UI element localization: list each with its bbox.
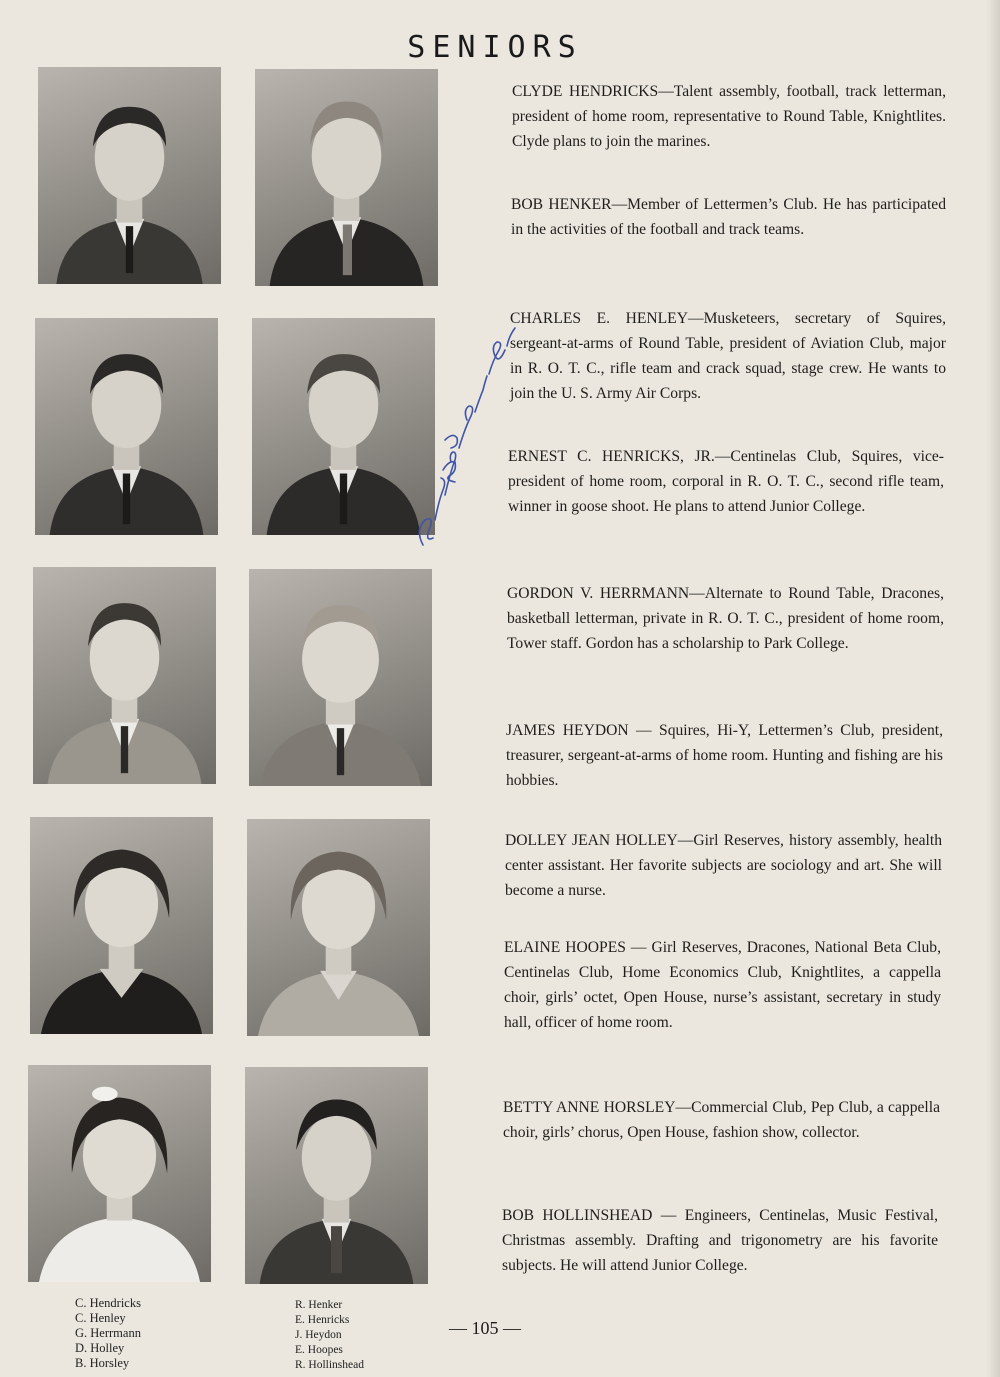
portrait-photo — [247, 819, 430, 1036]
portrait-photo — [33, 567, 216, 784]
page-edge-shadow — [986, 0, 1000, 1377]
bio-paragraph: GORDON V. HERRMANN—Alternate to Round Table, Dracones, basketball letterman, private in R. O. T. C., president of home room, Tower staff. Gordon has a scholarship to Park College. — [507, 585, 944, 652]
bio-paragraph: CHARLES E. HENLEY—Musketeers, secretary of Squires, sergeant-at-arms of Round Table, president of Aviation Club, major in R. O. T. C., rifle team and crack squad, stage crew. He wants to join the U. S. Army Air Corps. — [510, 310, 946, 402]
caption-name: G. Herrmann — [75, 1326, 141, 1340]
caption-name: R. Hollinshead — [295, 1359, 364, 1371]
page-number: — 105 — — [449, 1318, 521, 1338]
portrait-photo — [245, 1067, 428, 1284]
bio-paragraph: BOB HOLLINSHEAD — Engineers, Centinelas, Music Festival, Christmas assembly. Drafting and trigonometry are his favorite subjects. He will attend Junior College. — [502, 1207, 938, 1274]
caption-name: E. Hoopes — [295, 1344, 343, 1356]
caption-names-left — [75, 1296, 141, 1371]
caption-name: J. Heydon — [295, 1329, 342, 1341]
caption-name: B. Horsley — [75, 1356, 130, 1370]
caption-name: E. Henricks — [295, 1314, 350, 1326]
portrait-photo — [35, 318, 218, 535]
portrait-photo — [249, 569, 432, 786]
caption-name: D. Holley — [75, 1341, 125, 1355]
bio-paragraph: JAMES HEYDON — Squires, Hi-Y, Lettermen’s Club, president, treasurer, sergeant-at-arms of home room. Hunting and fishing are his hobbies. — [506, 722, 943, 789]
portrait-photo — [28, 1065, 211, 1282]
caption-names-right — [295, 1298, 364, 1373]
bio-paragraph: CLYDE HENDRICKS—Talent assembly, football, track letterman, president of home room, representative to Round Table, Knightlites. Clyde plans to join the marines. — [512, 83, 946, 150]
page-title: SENIORS — [407, 30, 583, 65]
caption-name: R. Henker — [295, 1299, 343, 1311]
caption-name: C. Henley — [75, 1311, 126, 1325]
bio-paragraph: BOB HENKER—Member of Lettermen’s Club. He has participated in the activities of the football and track teams. — [511, 196, 946, 238]
bio-paragraph: ELAINE HOOPES — Girl Reserves, Dracones, National Beta Club, Centinelas Club, Home Economics Club, Knightlites, a cappella choir, girls’ octet, Open House, nurse’s assistant, secretary in study hall, officer of home room. — [504, 939, 941, 1031]
bio-paragraph: DOLLEY JEAN HOLLEY—Girl Reserves, history assembly, health center assistant. Her favorite subjects are sociology and art. She will become a nurse. — [505, 832, 942, 899]
bio-paragraph: ERNEST C. HENRICKS, JR.—Centinelas Club, Squires, vice-president of home room, corporal in R. O. T. C., second rifle team, winner in goose shoot. He plans to attend Junior College. — [508, 448, 944, 515]
portrait-photo — [30, 817, 213, 1034]
caption-name: C. Hendricks — [75, 1296, 141, 1310]
portrait-photo — [38, 67, 221, 284]
portrait-photo — [255, 69, 438, 286]
bio-paragraph: BETTY ANNE HORSLEY—Commercial Club, Pep Club, a cappella choir, girls’ chorus, Open House, fashion show, collector. — [503, 1099, 940, 1141]
